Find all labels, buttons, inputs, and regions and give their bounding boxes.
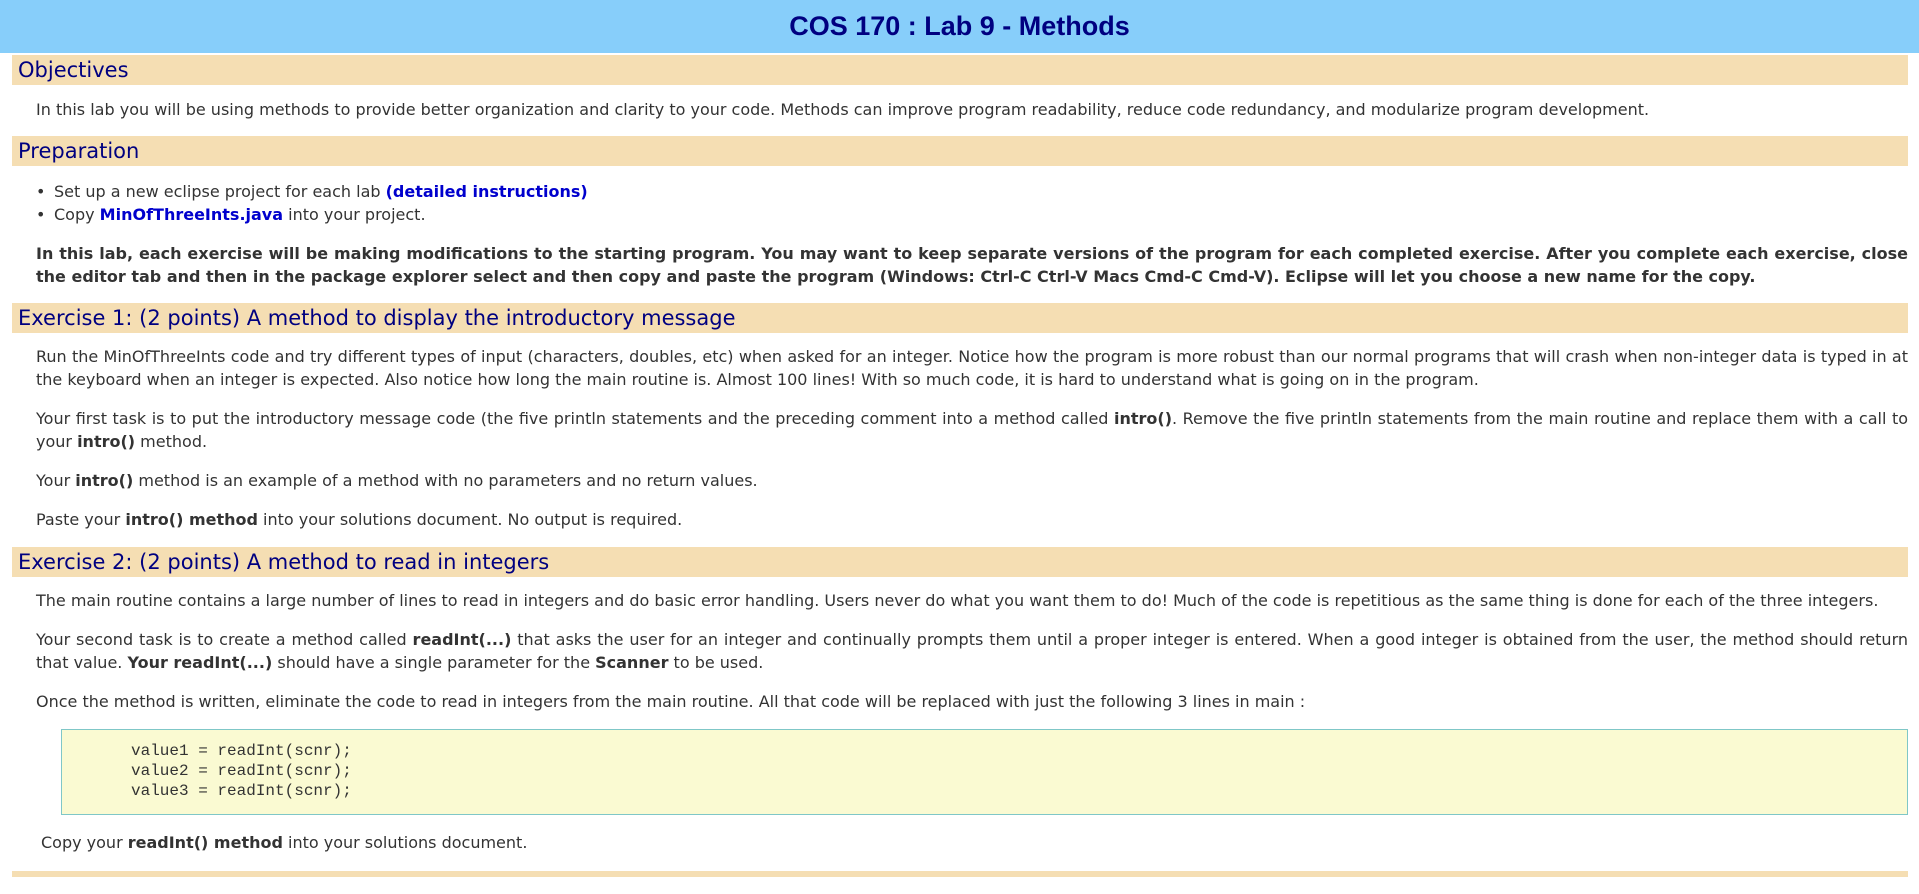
content	[0, 55, 1919, 877]
exercise1-p1: Run the MinOfThreeInts code and try different types of input (characters, doubles, etc) when asked for an integer. Notice how the program is more robust than our normal programs that will crash when non-integer data is typed in at the keyboard when an integer is expected. Also notice how long the main routine is. Almost 100 lines! With so much code, it is hard to understand what is going on in the program.	[36, 347, 1908, 389]
prep-item2-before: Copy	[54, 205, 100, 224]
code-box	[61, 729, 1908, 815]
preparation-note: In this lab, each exercise will be making modifications to the starting program. You may want to keep separate versions of the program for each completed exercise. After you complete each exercise, close the editor tab and then in the package explorer select and then copy and paste the program (Windows: Ctrl-C Ctrl-V Macs Cmd-C Cmd-V). Eclipse will let you choose a new name for the copy.	[36, 244, 1908, 286]
objectives-heading: Objectives	[12, 55, 1908, 85]
exercise2-p4: Copy your readInt() method into your solutions document.	[41, 833, 528, 852]
exercise1-p3: Your intro() method is an example of a method with no parameters and no return values.	[36, 471, 758, 490]
page-title: COS 170 : Lab 9 - Methods	[789, 11, 1130, 41]
exercise2-p2: Your second task is to create a method called readInt(...) that asks the user for an integer and continually prompts them until a proper integer is entered. When a good integer is obtained from the user, the method should return that value. Your readInt(...) should have a single parameter for the Scanner to be used.	[36, 630, 1909, 672]
min-of-three-ints-link[interactable]: MinOfThreeInts.java	[99, 205, 284, 224]
page-header	[0, 0, 1919, 53]
detailed-instructions-link[interactable]: (detailed instructions)	[385, 182, 588, 201]
prep-item2-after: into your project.	[283, 205, 426, 224]
exercise2-p1: The main routine contains a large number of lines to read in integers and do basic error handling. Users never do what you want them to do! Much of the code is repetitious as the same thing is done for each of the three integers.	[36, 591, 1879, 610]
preparation-list	[12, 180, 1908, 226]
next-section-bar	[12, 871, 1908, 877]
objectives-text: In this lab you will be using methods to provide better organization and clarity to your code. Methods can improve program readability, reduce code redundancy, and modularize program development.	[36, 100, 1650, 119]
code-line: value1 = readInt(scnr);	[131, 742, 352, 760]
exercise1-p4: Paste your intro() method into your solutions document. No output is required.	[36, 510, 683, 529]
exercise1-p2: Your first task is to put the introductory message code (the five println statements and the preceding comment into a method called intro(). Remove the five println statements from the main routine and replace them with a call to your intro() method.	[36, 409, 1909, 451]
exercise2-p3: Once the method is written, eliminate the code to read in integers from the main routine. All that code will be replaced with just the following 3 lines in main :	[36, 692, 1306, 711]
list-item	[36, 203, 1908, 226]
list-item	[36, 180, 1908, 203]
prep-item1-text: Set up a new eclipse project for each lab	[54, 182, 386, 201]
exercise1-heading: Exercise 1: (2 points) A method to display the introductory message	[12, 303, 1908, 333]
preparation-heading: Preparation	[12, 136, 1908, 166]
exercise2-heading: Exercise 2: (2 points) A method to read in integers	[12, 547, 1908, 577]
code-line: value3 = readInt(scnr);	[131, 782, 352, 800]
code-line: value2 = readInt(scnr);	[131, 762, 352, 780]
